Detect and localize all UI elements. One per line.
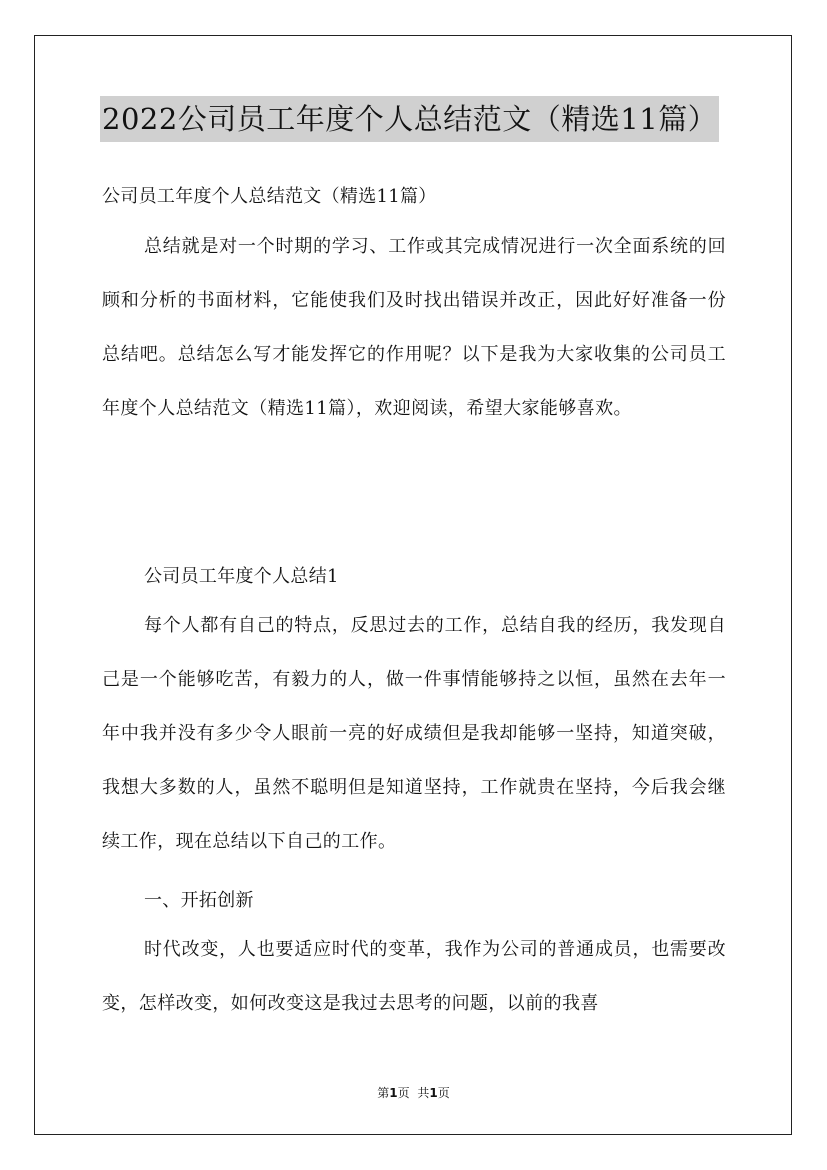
document-title: 2022公司员工年度个人总结范文（精选11篇）	[100, 96, 719, 142]
subheading: 一、开拓创新	[144, 890, 254, 911]
section-paragraph: 每个人都有自己的特点，反思过去的工作，总结自我的经历，我发现自己是一个能够吃苦，有毅力的人，做一件事情能够持之以恒，虽然在去年一年中我并没有多少令人眼前一亮的好成绩但是我却能够一坚持，知道突破，我想大多数的人，虽然不聪明但是知道坚持，工作就贵在坚持，今后我会继续工作，现在总结以下自己的工作。	[102, 615, 726, 852]
total-prefix: 共	[417, 1086, 430, 1100]
section-heading: 公司员工年度个人总结1	[144, 566, 339, 587]
document-subtitle: 公司员工年度个人总结范文（精选11篇）	[102, 186, 437, 207]
total-suffix: 页	[437, 1086, 450, 1100]
intro-paragraph: 总结就是对一个时期的学习、工作或其完成情况进行一次全面系统的回顾和分析的书面材料，它能使我们及时找出错误并改正，因此好好准备一份总结吧。总结怎么写才能发挥它的作用呢？以下是我为大家收集的公司员工年度个人总结范文（精选11篇），欢迎阅读，希望大家能够喜欢。	[102, 236, 726, 419]
page-prefix: 第	[377, 1086, 390, 1100]
body-paragraph: 时代改变，人也要适应时代的变革，我作为公司的普通成员，也需要改变，怎样改变，如何改变这是我过去思考的问题，以前的我喜	[102, 939, 726, 1014]
page-footer	[0, 1084, 827, 1101]
total-pages: 1	[429, 1086, 438, 1100]
title-block	[100, 96, 719, 142]
page-suffix: 页	[397, 1086, 410, 1100]
page-number: 1	[389, 1086, 398, 1100]
